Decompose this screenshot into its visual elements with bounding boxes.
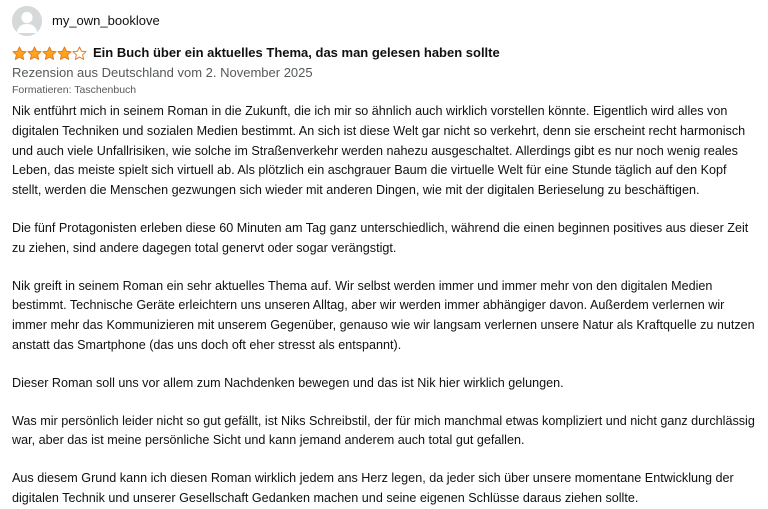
review-paragraph: Nik entführt mich in seinem Roman in die Zukunft, die ich mir so ähnlich auch wirklich vorstellen könnte. Eigentlich wird alles von digitalen Techniken und sozialen Medien bestimmt. An sich ist diese Welt gar nicht so verkehrt, denn sie erscheint recht harmonisch und auch viele Unfallrisiken, wie solche im Straßenverkehr werden nahezu ausgeschaltet. Allerdings gibt es nur noch wenig reales Leben, das meiste spielt sich virtuell ab. Als plötzlich ein aschgrauer Baum die virtuelle Welt für eine Stunde täglich auf den Kopf stellt, werden die Menschen gezwungen sich wieder mit anderen Dingen, wie mit der digitalen Berieselung zu beschäftigen. [12, 104, 746, 198]
star-empty-icon [72, 46, 87, 61]
review-paragraph: Aus diesem Grund kann ich diesen Roman wirklich jedem ans Herz legen, da jeder sich über unsere momentane Entwicklung der digitalen Technik und unserer Gesellschaft Gedanken machen und seine eigenen Schlüsse daraus ziehen sollte. [12, 471, 734, 505]
star-filled-icon [27, 46, 42, 61]
reviewer-profile[interactable] [12, 6, 758, 36]
default-avatar-icon[interactable] [12, 6, 42, 36]
avatar-silhouette [12, 6, 42, 36]
star-rating[interactable] [12, 45, 87, 61]
review-title-row [12, 44, 758, 62]
review-paragraph: Die fünf Protagonisten erleben diese 60 Minuten am Tag ganz unterschiedlich, während die einen beginnen positives aus dieser Zeit zu ziehen, sind andere dagegen total genervt oder sogar verängstigt. [12, 220, 749, 255]
review-body [12, 102, 758, 509]
review-title[interactable]: Ein Buch über ein aktuelles Thema, das man gelesen haben sollte [93, 45, 500, 60]
star-filled-icon [57, 46, 72, 61]
reviewer-name[interactable]: my_own_booklove [52, 13, 160, 28]
review-format: Formatieren: Taschenbuch [12, 84, 137, 96]
review-paragraph: Nik greift in seinem Roman ein sehr aktuelles Thema auf. Wir selbst werden immer und immer mehr von den digitalen Medien bestimmt. Technische Geräte erleichtern uns unseren Alltag, aber wir werden immer abhängiger davon. Außerdem verlernen wir immer mehr das Kommunizieren mit unserem Gegenüber, genauso wie wir langsam verlernen unsere Natur als Kraftquelle zu nutzen anstatt das Smartphone (das uns doch oft eher stresst als entspannt). [12, 278, 755, 352]
review-paragraph: Was mir persönlich leider nicht so gut gefällt, ist Niks Schreibstil, der für mich manchmal etwas kompliziert und nicht ganz durchlässig war, aber das ist meine persönliche Sicht und kann jemand anderem auch total gut gefallen. [12, 413, 755, 448]
star-filled-icon [12, 46, 27, 61]
review-paragraph: Dieser Roman soll uns vor allem zum Nachdenken bewegen und das ist Nik hier wirklich gelungen. [12, 375, 564, 390]
review-date: Rezension aus Deutschland vom 2. November 2025 [12, 65, 313, 80]
star-filled-icon [42, 46, 57, 61]
